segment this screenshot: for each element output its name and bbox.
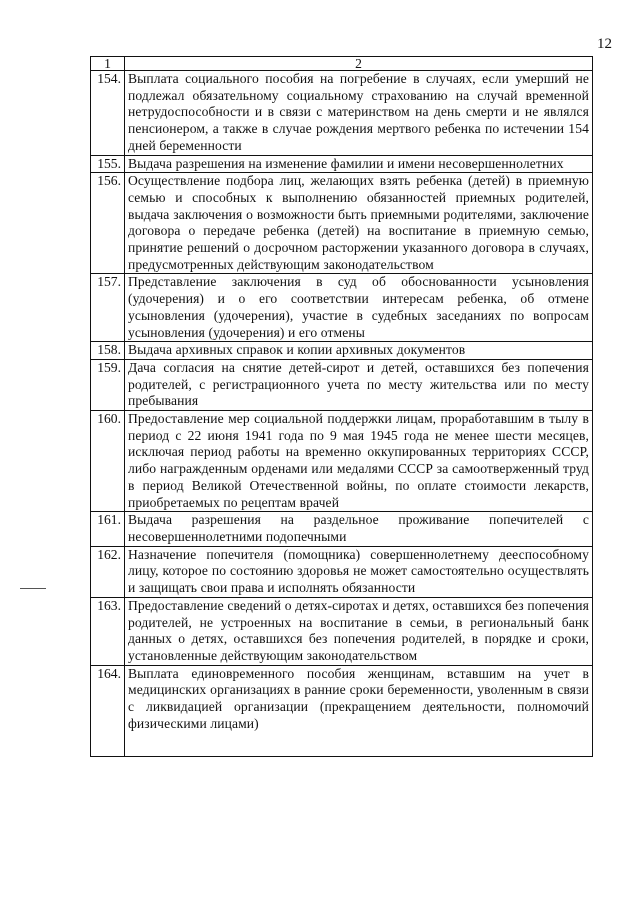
row-description: Выдача архивных справок и копии архивных документов <box>125 342 593 360</box>
row-number: 156. <box>91 173 125 274</box>
row-number: 163. <box>91 597 125 665</box>
row-description: Выдача разрешения на раздельное проживание попечителей с несовершеннолетними подопечными <box>125 512 593 546</box>
row-number: 155. <box>91 155 125 173</box>
table-row <box>91 512 593 546</box>
header-col-number: 1 <box>91 57 125 71</box>
table-row <box>91 71 593 156</box>
services-table <box>90 56 593 757</box>
row-description: Выплата единовременного пособия женщинам, вставшим на учет в медицинских организациях в ранние сроки беременности, уволенным в связи с ликвидацией организации (прекращением деятельности, полномочий физическими лицами) <box>125 665 593 756</box>
margin-mark <box>20 588 46 589</box>
row-description: Представление заключения в суд об обоснованности усыновления (удочерения) и о его соответствии интересам ребенка, об отмене усыновления (удочерения), участие в судебных заседаниях по вопросам усыновления (удочерения) и его отмены <box>125 274 593 342</box>
table-row <box>91 359 593 410</box>
table-row <box>91 342 593 360</box>
row-description: Осуществление подбора лиц, желающих взять ребенка (детей) в приемную семью и способных к выполнению обязанностей приемных родителей, выдача заключения о возможности быть приемными родителями, заключение договора о передаче ребенка (детей) на воспитание в приемную семью, принятие решений о досрочном расторжении указанного договора в случаях, предусмотренных действующим законодательством <box>125 173 593 274</box>
table-row <box>91 665 593 756</box>
row-description: Предоставление мер социальной поддержки лицам, проработавшим в тылу в период с 22 июня 1941 года по 9 мая 1945 года не менее шести месяцев, исключая период работы на временно оккупированных территориях СССР, либо награжденным орденами или медалями СССР за самоотверженный труд в период Великой Отечественной войны, по оплате стоимости лекарств, приобретаемых по рецептам врачей <box>125 411 593 512</box>
table-header-row <box>91 57 593 71</box>
row-description: Выплата социального пособия на погребение в случаях, если умерший не подлежал обязательному социальному страхованию на случай временной нетрудоспособности и в связи с материнством на день смерти и не являлся пенсионером, а также в случае рождения мертвого ребенка по истечении 154 дней беременности <box>125 71 593 156</box>
row-description: Дача согласия на снятие детей-сирот и детей, оставшихся без попечения родителей, с регистрационного учета по месту жительства или по месту пребывания <box>125 359 593 410</box>
page-number: 12 <box>597 36 612 52</box>
row-number: 164. <box>91 665 125 756</box>
row-description: Назначение попечителя (помощника) совершеннолетнему дееспособному лицу, которое по состоянию здоровья не может самостоятельно осуществлять и защищать свои права и исполнять обязанности <box>125 546 593 597</box>
table-row <box>91 411 593 512</box>
header-col-description: 2 <box>125 57 593 71</box>
table-row <box>91 173 593 274</box>
row-number: 161. <box>91 512 125 546</box>
row-number: 160. <box>91 411 125 512</box>
row-description: Выдача разрешения на изменение фамилии и имени несовершеннолетних <box>125 155 593 173</box>
row-number: 158. <box>91 342 125 360</box>
table-row <box>91 546 593 597</box>
table-row <box>91 155 593 173</box>
row-number: 154. <box>91 71 125 156</box>
row-description: Предоставление сведений о детях-сиротах и детях, оставшихся без попечения родителей, не устроенных на воспитание в семьи, в региональный банк данных о детях, оставшихся без попечения родителей, в порядке и сроки, установленные действующим законодательством <box>125 597 593 665</box>
table-row <box>91 597 593 665</box>
row-number: 162. <box>91 546 125 597</box>
row-number: 159. <box>91 359 125 410</box>
table-row <box>91 274 593 342</box>
row-number: 157. <box>91 274 125 342</box>
